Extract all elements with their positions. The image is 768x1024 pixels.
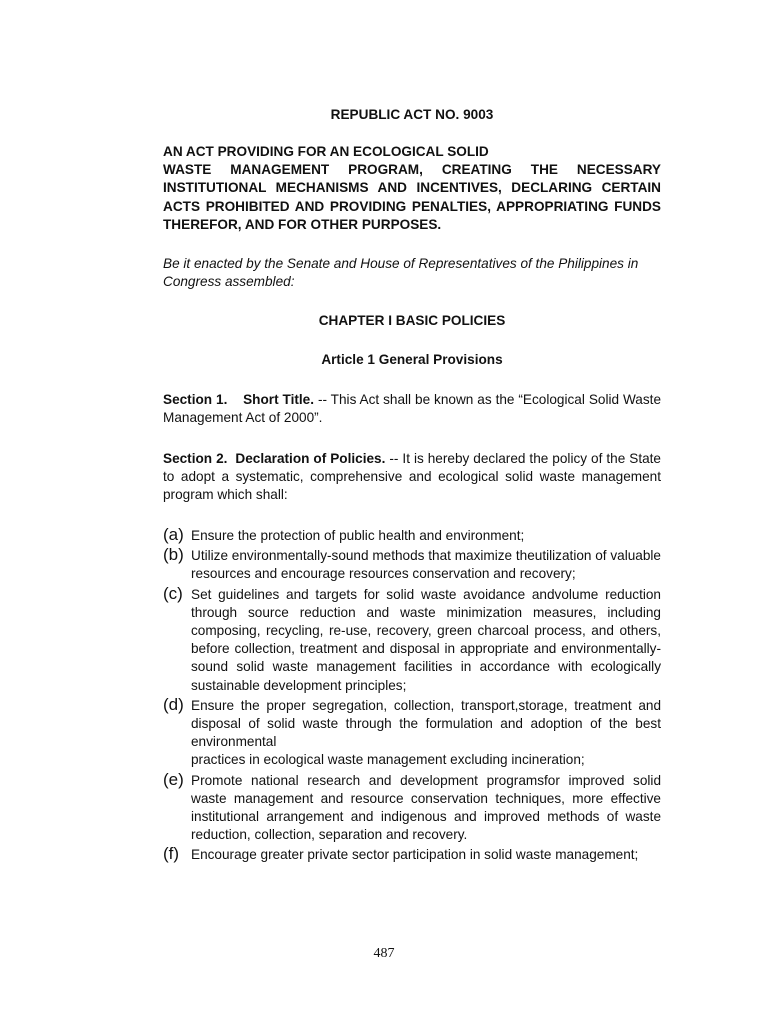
act-title-line1: AN ACT PROVIDING FOR AN ECOLOGICAL SOLID [163,144,489,159]
section-1 [163,391,661,427]
section-2-text: -- It is hereby declared the policy of the State to adopt a systematic, comprehensive and ecological solid waste management program which shall: [163,451,661,503]
item-marker: (b) [163,545,184,565]
item-text: Set guidelines and targets for solid waste avoidance andvolume reduction through source reduction and waste minimization measures, including composing, recycling, re-use, recovery, green charcoal process, and others, before collection, treatment and disposal in appropriate and environmentally-sound solid waste management facilities in accordance with ecologically sustainable development principles; [191,586,661,693]
section-2 [163,450,661,505]
item-marker: (a) [163,525,184,544]
item-text: Encourage greater private sector participation in solid waste management; [191,847,639,863]
policy-item-a [163,527,661,545]
policy-item-d [163,694,661,770]
act-title [163,143,661,234]
page-number: 487 [373,946,395,961]
item-marker: (d) [163,694,184,714]
policy-list [163,527,661,865]
enacting-clause: Be it enacted by the Senate and House of Representatives of the Philippines in Congress assembled: [163,256,639,290]
chapter-heading: CHAPTER I BASIC POLICIES [318,313,506,328]
item-text: Ensure the proper segregation, collection, transport,storage, treatment and disposal of solid waste through the formulation and adoption of the best environmental [191,697,661,750]
section-2-title: Declaration of Policies. [235,451,386,466]
item-text-continued: practices in ecological waste management excluding incineration; [191,752,585,768]
item-text: Promote national research and development programsfor improved solid waste management and resource conservation techniques, more effective institutional arrangement and indigenous and improved methods of waste reduction, collection, separation and recovery. [191,772,661,843]
policy-item-e [163,769,661,845]
section-1-label: Section 1. [163,392,228,407]
item-text: Ensure the protection of public health and environment; [191,528,525,543]
item-text: Utilize environmentally-sound methods that maximize theutilization of valuable resources and encourage resources conservation and recovery; [191,548,661,582]
item-marker: (e) [163,769,184,789]
article-heading: Article 1 General Provisions [321,352,503,367]
item-marker: (c) [163,583,183,603]
policy-item-f [163,846,661,864]
section-1-text: -- This Act shall be known as the “Ecological Solid Waste Management Act of 2000”. [163,392,662,426]
policy-item-c [163,583,661,695]
section-2-label: Section 2. [163,451,228,466]
section-1-title: Short Title. [243,392,315,407]
item-marker: (f) [163,844,180,864]
policy-item-b [163,547,661,583]
act-number-heading: REPUBLIC ACT NO. 9003 [330,107,494,122]
act-title-rest: WASTE MANAGEMENT PROGRAM, CREATING THE NECESSARY INSTITUTIONAL MECHANISMS AND INCENTIVES, DECLARING CERTAIN ACTS PROHIBITED AND PROVIDING PENALTIES, APPROPRIATING FUNDS THEREFOR, AND FOR OTHER PURPOSES. [163,162,661,232]
